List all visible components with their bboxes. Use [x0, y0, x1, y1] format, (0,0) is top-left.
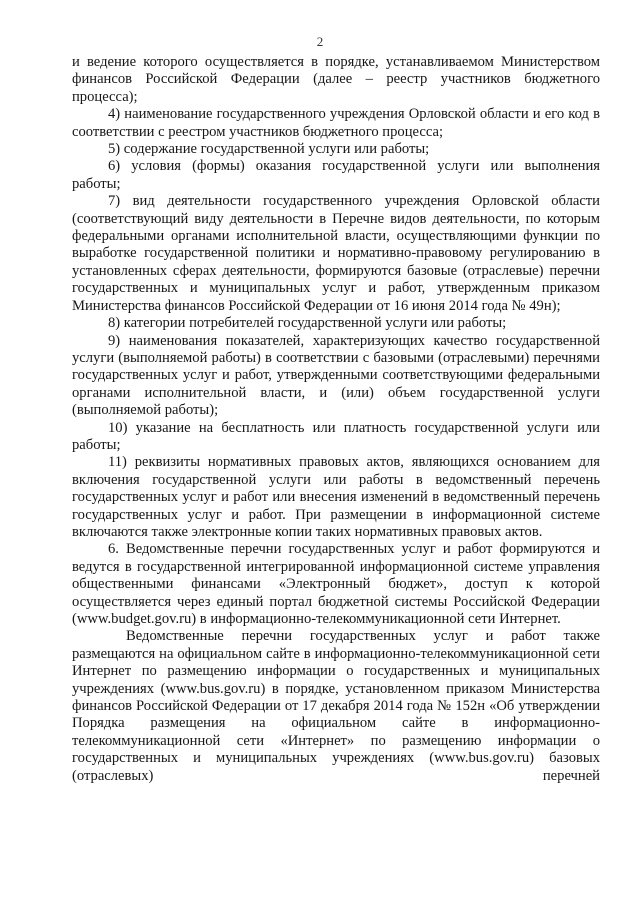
paragraph-item-7: 7) вид деятельности государственного учреждения Орловской области (соответствующий виду деятельности в Перечне видов деятельности, по которым федеральными органами исполнительной власти, осуществляющими функции по выработке государственной политики и нормативно-правовому регулированию в установленных сферах деятельности, формируются базовые (отраслевые) перечни государственных и муниципальных услуг и работ, утвержденным приказом Министерства финансов Российской Федерации от 16 июня 2014 года № 49н); [72, 193, 600, 314]
paragraph-item-10: 10) указание на бесплатность или платность государственной услуги или работы; [72, 419, 600, 453]
paragraph-websites: Ведомственные перечни государственных услуг и работ также размещаются на официальном сайте в информационно-телекоммуникационной сети Интернет по размещению информации о государственных и муниципальных учреждениях (www.bus.gov.ru) в порядке, установленном приказом Министерства финансов Российской Федерации от 17 декабря 2014 года № 152н «Об утверждении Порядка размещения на официальном сайте в информационно-телекоммуникационной сети «Интернет» по размещению информации о государственных и муниципальных учреждениях (www.bus.gov.ru) базовых (отраслевых) перечней [72, 628, 600, 784]
paragraph-section-6: 6. Ведомственные перечни государственных услуг и работ формируются и ведутся в государственной интегрированной информационной системе управления общественными финансами «Электронный бюджет», доступ к которой осуществляется через единый портал бюджетной системы Российской Федерации (www.budget.gov.ru) в информационно-телекоммуникационной сети Интернет. [72, 541, 600, 627]
paragraph-item-6: 6) условия (формы) оказания государственной услуги или выполнения работы; [72, 158, 600, 192]
paragraph-item-5: 5) содержание государственной услуги или работы; [108, 141, 430, 158]
paragraph-continuation: и ведение которого осуществляется в порядке, устанавливаемом Министерством финансов Российской Федерации (далее – реестр участников бюджетного процесса); [72, 54, 600, 105]
paragraph-item-9: 9) наименования показателей, характеризующих качество государственной услуги (выполняемой работы) в соответствии с базовыми (отраслевыми) перечнями государственных услуг и работ, утвержденными соответствующими федеральными органами исполнительной власти, и (или) объем государственной услуги (выполняемой работы); [72, 332, 600, 419]
page-number: 2 [316, 34, 324, 49]
document-body [72, 54, 600, 785]
paragraph-item-4: 4) наименование государственного учреждения Орловской области и его код в соответствии с реестром участников бюджетного процесса; [72, 106, 600, 140]
paragraph-item-11: 11) реквизиты нормативных правовых актов, являющихся основанием для включения государственной услуги или работы в ведомственный перечень государственных услуг и работ или внесения изменений в ведомственный перечень государственных услуг и работ. При размещении в информационной системе включаются также электронные копии таких нормативных правовых актов. [72, 454, 600, 540]
paragraph-item-8: 8) категории потребителей государственной услуги или работы; [108, 315, 507, 332]
